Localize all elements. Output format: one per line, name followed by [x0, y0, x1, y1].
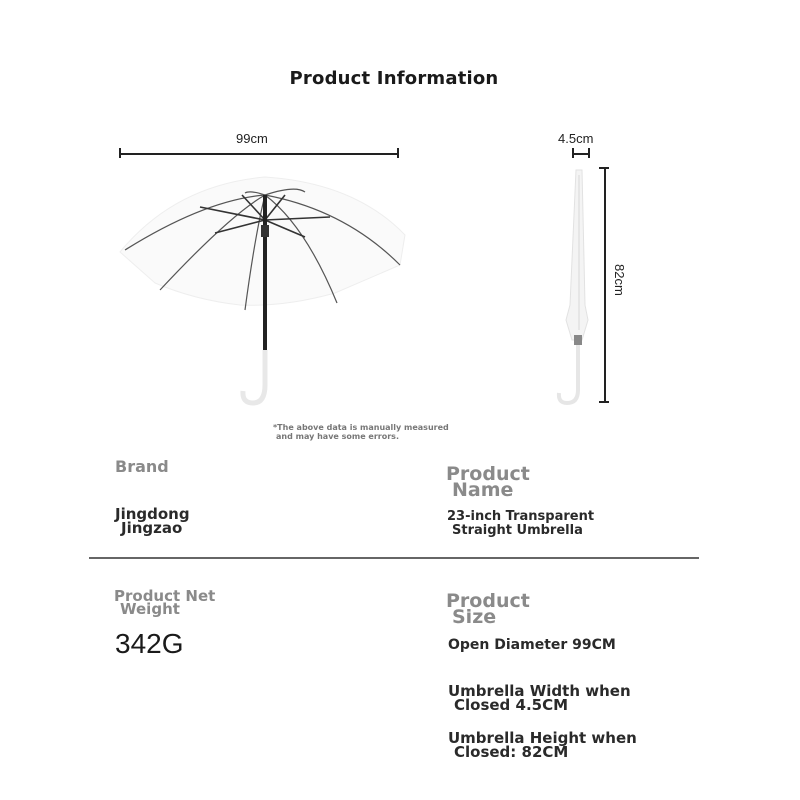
net-weight-label — [114, 587, 216, 618]
product-size-label-line2: Size — [452, 606, 497, 628]
closed-height-tick-top — [599, 167, 609, 169]
section-divider — [89, 557, 699, 559]
closed-width-tick-right — [588, 148, 590, 158]
product-name-value-line1: 23-inch Transparent — [447, 509, 595, 524]
closed-height-label: 82cm — [612, 264, 627, 296]
product-name-value — [447, 510, 594, 538]
product-name-value-line2: Straight Umbrella — [452, 523, 583, 538]
brand-value — [115, 507, 190, 535]
product-size-item-line2: Closed: 82CM — [454, 743, 569, 761]
closed-width-line — [572, 153, 589, 155]
closed-height-tick-bottom — [599, 401, 609, 403]
open-diameter-tick-right — [397, 148, 399, 158]
open-diameter-line — [119, 153, 398, 155]
product-size-item-line1: Open Diameter 99CM — [448, 637, 616, 653]
net-weight-label-line2: Weight — [120, 600, 180, 618]
product-name-label-line2: Name — [452, 479, 514, 501]
measurement-note-line2: and may have some errors. — [276, 432, 399, 441]
product-size-item-closed-height — [448, 731, 637, 759]
product-name-label-line1: Product — [446, 463, 530, 485]
open-diameter-label: 99cm — [236, 131, 268, 146]
open-diameter-tick-left — [119, 148, 121, 158]
net-weight-label-line1: Product Net — [114, 587, 216, 605]
measurement-note-line1: *The above data is manually measured — [273, 423, 449, 432]
product-size-label-line1: Product — [446, 590, 530, 612]
product-size-label — [446, 590, 530, 628]
closed-width-label: 4.5cm — [558, 131, 594, 146]
page-title: Product Information — [289, 68, 499, 89]
product-size-item-closed-width — [448, 684, 631, 712]
product-size-item-open-diameter — [448, 638, 616, 652]
closed-umbrella-icon — [552, 165, 602, 410]
closed-height-line — [604, 167, 606, 402]
product-size-item-line1: Umbrella Width when — [448, 682, 631, 700]
open-umbrella-icon — [115, 165, 410, 410]
brand-value-line1: Jingdong — [115, 505, 190, 523]
closed-width-tick-left — [572, 148, 574, 158]
brand-label: Brand — [115, 457, 169, 476]
product-size-item-line1: Umbrella Height when — [448, 729, 637, 747]
product-size-item-line2: Closed 4.5CM — [454, 696, 569, 714]
product-name-label — [446, 463, 530, 501]
measurement-note — [273, 423, 449, 441]
net-weight-value: 342G — [115, 628, 184, 659]
brand-value-line2: Jingzao — [121, 519, 183, 537]
